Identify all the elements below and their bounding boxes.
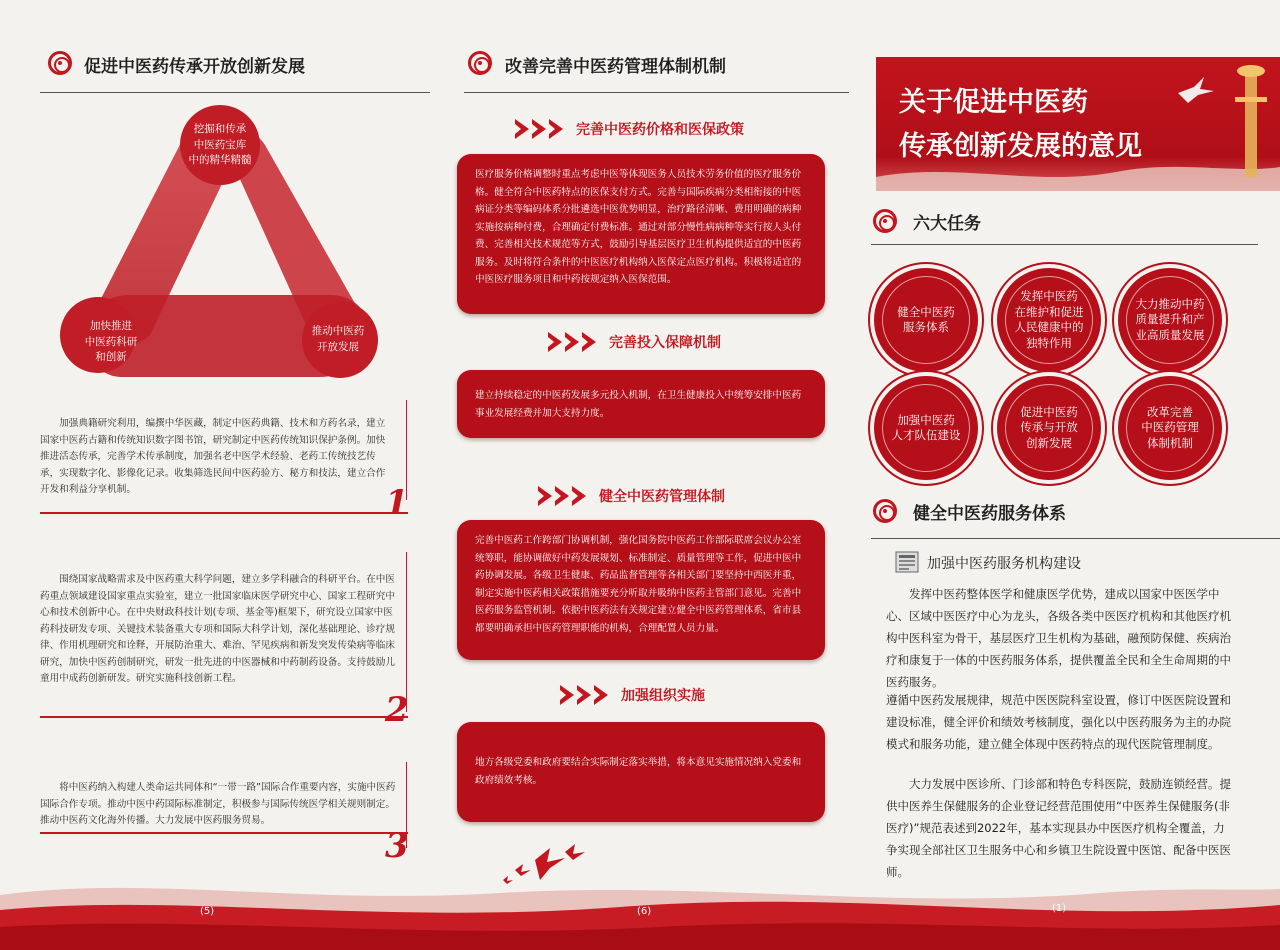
page-number-6: (6) bbox=[637, 906, 652, 917]
middle-heading-2-label: 完善投入保障机制 bbox=[609, 335, 721, 351]
document-icon bbox=[895, 551, 919, 573]
banner-title-line-1: 关于促进中医药 bbox=[899, 87, 1088, 118]
middle-title-rule bbox=[464, 92, 849, 93]
target-icon bbox=[468, 51, 492, 75]
task-circle-5-label: 促进中医药 传承与开放 创新发展 bbox=[1005, 384, 1093, 472]
left-item-2-number: 2 bbox=[385, 690, 409, 730]
left-section-title: 促进中医药传承开放创新发展 bbox=[84, 57, 305, 77]
page-number-5: (5) bbox=[200, 906, 215, 917]
chevrons-icon bbox=[538, 486, 589, 506]
left-item-1-text: 加强典籍研究利用，编撰中华医藏，制定中医药典籍、技术和方药名录，建立国家中医药古籍和传统知识数字图书馆，研究制定中医药传统知识保护条例。加快推进活态传承，完善学术传承制度，加强名老中医学术经验、老药工传统技艺传承，实现数字化、影像化记录。收集筛选民间中医药验方、秘方和技法，建立合作开发和利益分享机制。 bbox=[40, 418, 386, 495]
left-item-3-number: 3 bbox=[385, 826, 409, 866]
middle-heading-1 bbox=[515, 119, 744, 139]
dove-icon bbox=[1176, 75, 1216, 105]
middle-heading-4 bbox=[560, 685, 705, 705]
service-title: 健全中医药服务体系 bbox=[913, 504, 1066, 524]
task-circle-6 bbox=[1118, 376, 1222, 480]
task-circle-1 bbox=[874, 268, 978, 372]
middle-heading-3-label: 健全中医药管理体制 bbox=[599, 489, 725, 505]
page-number-1: (1) bbox=[1052, 903, 1067, 914]
chevrons-icon bbox=[548, 332, 599, 352]
triangle-label-right: 推动中医药 开放发展 bbox=[311, 325, 365, 353]
target-icon bbox=[873, 209, 897, 233]
left-item-2-bracket bbox=[406, 552, 407, 712]
right-para-1: 发挥中医药整体医学和健康医学优势，建成以国家中医医学中心、区域中医医疗中心为龙头，各级各类中医医疗机构和其他医疗机构中医科室为骨干，基层医疗卫生机构为基础，融预防保健、疾病治疗和康复于一体的中医药服务体系，提供覆盖全民和全生命周期的中医药服务。 bbox=[886, 587, 1231, 689]
left-item-1-rule bbox=[40, 512, 408, 514]
triangle-label-left: 加快推进 中医药科研 和创新 bbox=[84, 320, 138, 363]
left-item-3-rule bbox=[40, 832, 408, 834]
middle-heading-2 bbox=[548, 332, 721, 352]
middle-box-2: 建立持续稳定的中医药发展多元投入机制，在卫生健康投入中统筹安排中医药事业发展经费并加大支持力度。 bbox=[457, 370, 825, 438]
left-item-2-text: 围绕国家战略需求及中医药重大科学问题，建立多学科融合的科研平台。在中医药重点领域建设国家重点实验室，建立一批国家临床医学研究中心、国家工程研究中心和技术创新中心。在中央财政科技计划(专项、基金等)框架下，研究设立国家中医药科技研发专项、关键技术装备重大专项和国际大科学计划，深化基础理论、诊疗规律、作用机理研究和诠释，开展防治重大、难治、罕见疾病和新发突发传染病等临床研究，加快中医药创制研究，研发一批先进的中医器械和中药制药设备。支持鼓励儿童用中成药创新研发。研究实施科技创新工程。 bbox=[40, 574, 395, 684]
task-circle-2-label: 发挥中医药 在维护和促进 人民健康中的 独特作用 bbox=[1005, 276, 1093, 364]
task-circle-3-label: 大力推动中药 质量提升和产 业高质量发展 bbox=[1126, 276, 1214, 364]
middle-heading-3 bbox=[538, 486, 725, 506]
middle-box-1: 医疗服务价格调整时重点考虑中医等体现医务人员技术劳务价值的医疗服务价格。健全符合中医药特点的医保支付方式。完善与国际疾病分类相衔接的中医病证分类等编码体系分批遴选中医优势明显，治疗路径清晰、费用明确的病种实施按病种付费，合理确定付费标准。通过对部分慢性病病种等实行按人头付费、完善相关技术规范等方式，鼓励引导基层医疗卫生机构提供适宜的中医药服务。及时将符合条件的中医医疗机构纳入医保定点医疗机构。积极将适宜的中医医疗服务项目和中药按规定纳入医保范围。 bbox=[457, 154, 825, 314]
right-para-3: 大力发展中医诊所、门诊部和特色专科医院，鼓励连锁经营。提供中医养生保健服务的企业登记经营范围使用“中医养生保健服务(非医疗)”规范表述到2022年，基本实现县办中医医疗机构全覆盖，力争实现全部社区卫生服务中心和乡镇卫生院设置中医馆、配备中医医师。 bbox=[886, 777, 1231, 879]
middle-heading-1-label: 完善中医药价格和医保政策 bbox=[576, 122, 744, 138]
chevrons-icon bbox=[515, 119, 566, 139]
chevrons-icon bbox=[560, 685, 611, 705]
tasks-title-rule bbox=[871, 244, 1258, 245]
left-item-1-number: 1 bbox=[385, 483, 409, 523]
left-item-2-rule bbox=[40, 716, 408, 718]
huabiao-pillar-icon bbox=[1231, 57, 1271, 177]
task-circle-1-label: 健全中医药 服务体系 bbox=[882, 276, 970, 364]
task-circle-4 bbox=[874, 376, 978, 480]
task-circle-5 bbox=[997, 376, 1101, 480]
task-circle-6-label: 改革完善 中医药管理 体制机制 bbox=[1126, 384, 1214, 472]
banner-title-line-2: 传承创新发展的意见 bbox=[899, 131, 1142, 162]
task-circle-2 bbox=[997, 268, 1101, 372]
triangle-label-top: 挖掘和传承 中医药宝库 中的精华精髓 bbox=[188, 123, 252, 166]
bottom-red-wave bbox=[0, 855, 1280, 950]
middle-heading-4-label: 加强组织实施 bbox=[621, 688, 705, 704]
left-title-rule bbox=[40, 92, 430, 93]
task-circle-4-label: 加强中医药 人才队伍建设 bbox=[882, 384, 970, 472]
tasks-title: 六大任务 bbox=[913, 214, 981, 234]
service-title-rule bbox=[871, 538, 1280, 539]
middle-box-4: 地方各级党委和政府要结合实际制定落实举措，将本意见实施情况纳入党委和政府绩效考核。 bbox=[457, 722, 825, 822]
right-para-2: 遵循中医药发展规律，规范中医医院科室设置，修订中医医院设置和建设标准，健全评价和绩效考核制度，强化以中医药服务为主的办院模式和服务功能，建立健全体现中医药特点的现代医院管理制度。 bbox=[886, 693, 1231, 751]
target-icon bbox=[873, 499, 897, 523]
sub-title: 加强中医药服务机构建设 bbox=[927, 556, 1081, 572]
target-icon bbox=[48, 51, 72, 75]
middle-section-title: 改善完善中医药管理体制机制 bbox=[505, 57, 726, 77]
left-item-3-text: 将中医药纳入构建人类命运共同体和“一带一路”国际合作重要内容，实施中医药国际合作专项。推动中医中药国际标准制定，积极参与国际传统医学相关规则制定。推动中医药文化海外传播。大力发展中医药服务贸易。 bbox=[40, 782, 396, 826]
middle-box-3: 完善中医药工作跨部门协调机制，强化国务院中医药工作部际联席会议办公室统筹职，能协调做好中药发展规划、标准制定、质量管理等工作，促进中医中药协调发展。各级卫生健康、药品监督管理等各相关部门要坚持中西医并重，制定实施中医药相关政策措施要充分听取并吸纳中医药主管部门意见。完善中医药服务监管机制。依据中医药法有关规定建立健全中医药管理体系，省市县都要明确承担中医药管理职能的机构，合理配置人员力量。 bbox=[457, 520, 825, 660]
task-circle-3 bbox=[1118, 268, 1222, 372]
